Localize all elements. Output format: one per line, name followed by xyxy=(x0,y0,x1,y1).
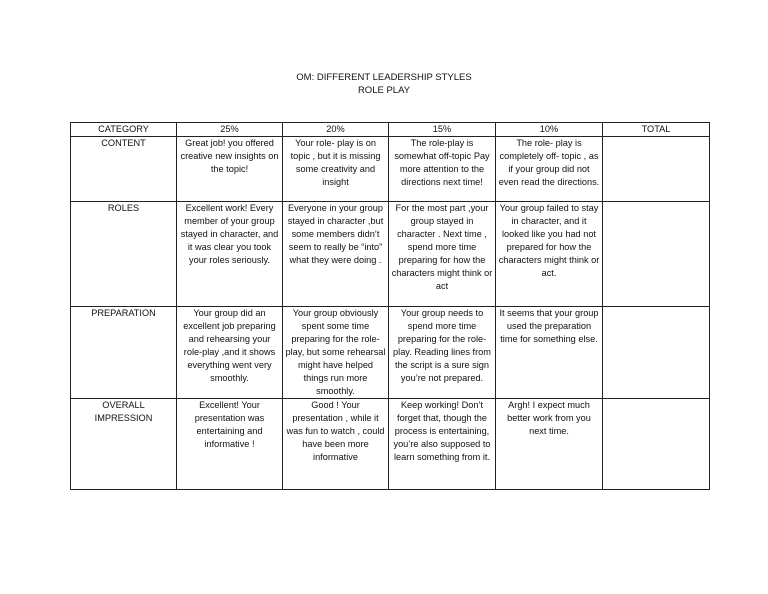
table-cell: Your group obviously spent some time preparing for the role-play, but some rehearsal might have helped things run more smoothly. xyxy=(283,307,389,399)
table-cell: The role- play is completely off- topic , as if your group did not even read the directions. xyxy=(496,137,603,202)
document-title xyxy=(0,71,768,97)
table-cell: Argh! I expect much better work from you next time. xyxy=(496,399,603,490)
header-total: TOTAL xyxy=(603,123,710,137)
table-cell: Excellent! Your presentation was entertaining and informative ! xyxy=(177,399,283,490)
table-cell: Great job! you offered creative new insights on the topic! xyxy=(177,137,283,202)
table-cell: For the most part ,your group stayed in character . Next time , spend more time preparing for how the characters might think or act xyxy=(389,202,496,307)
table-cell: Good ! Your presentation , while it was fun to watch , could have been more informative xyxy=(283,399,389,490)
row-category-content: CONTENT xyxy=(71,137,177,202)
header-row xyxy=(71,123,710,137)
table-cell: The role-play is somewhat off-topic Pay more attention to the directions next time! xyxy=(389,137,496,202)
table-cell: Everyone in your group stayed in character ,but some members didn’t seem to really be “into” what they were doing . xyxy=(283,202,389,307)
table-row xyxy=(71,399,710,490)
header-15-percent: 15% xyxy=(389,123,496,137)
table-cell: Your group needs to spend more time preparing for the role-play. Reading lines from the script is a sure sign you’re not prepared. xyxy=(389,307,496,399)
row-category-roles: ROLES xyxy=(71,202,177,307)
rubric-table xyxy=(70,122,710,490)
total-cell xyxy=(603,137,710,202)
table-cell: It seems that your group used the preparation time for something else. xyxy=(496,307,603,399)
table-cell: Your group failed to stay in character, and it looked like you had not prepared for how the characters might think or act. xyxy=(496,202,603,307)
header-10-percent: 10% xyxy=(496,123,603,137)
row-category-preparation: PREPARATION xyxy=(71,307,177,399)
table-row xyxy=(71,202,710,307)
title-line-1: OM: DIFFERENT LEADERSHIP STYLES xyxy=(296,72,472,83)
total-cell xyxy=(603,307,710,399)
table-row xyxy=(71,137,710,202)
header-25-percent: 25% xyxy=(177,123,283,137)
table-row xyxy=(71,307,710,399)
row-category-overall-impression: OVERALL IMPRESSION xyxy=(71,399,177,490)
table-cell: Your group did an excellent job preparing and rehearsing your role-play ,and it shows everything went very smoothly. xyxy=(177,307,283,399)
header-20-percent: 20% xyxy=(283,123,389,137)
total-cell xyxy=(603,202,710,307)
table-cell: Keep working! Don’t forget that, though the process is entertaining, you’re also supposed to learn something from it. xyxy=(389,399,496,490)
total-cell xyxy=(603,399,710,490)
table-cell: Excellent work! Every member of your group stayed in character, and it was clear you took your roles seriously. xyxy=(177,202,283,307)
header-category: CATEGORY xyxy=(71,123,177,137)
title-line-2: ROLE PLAY xyxy=(357,85,411,96)
table-cell: Your role- play is on topic , but it is missing some creativity and insight xyxy=(283,137,389,202)
